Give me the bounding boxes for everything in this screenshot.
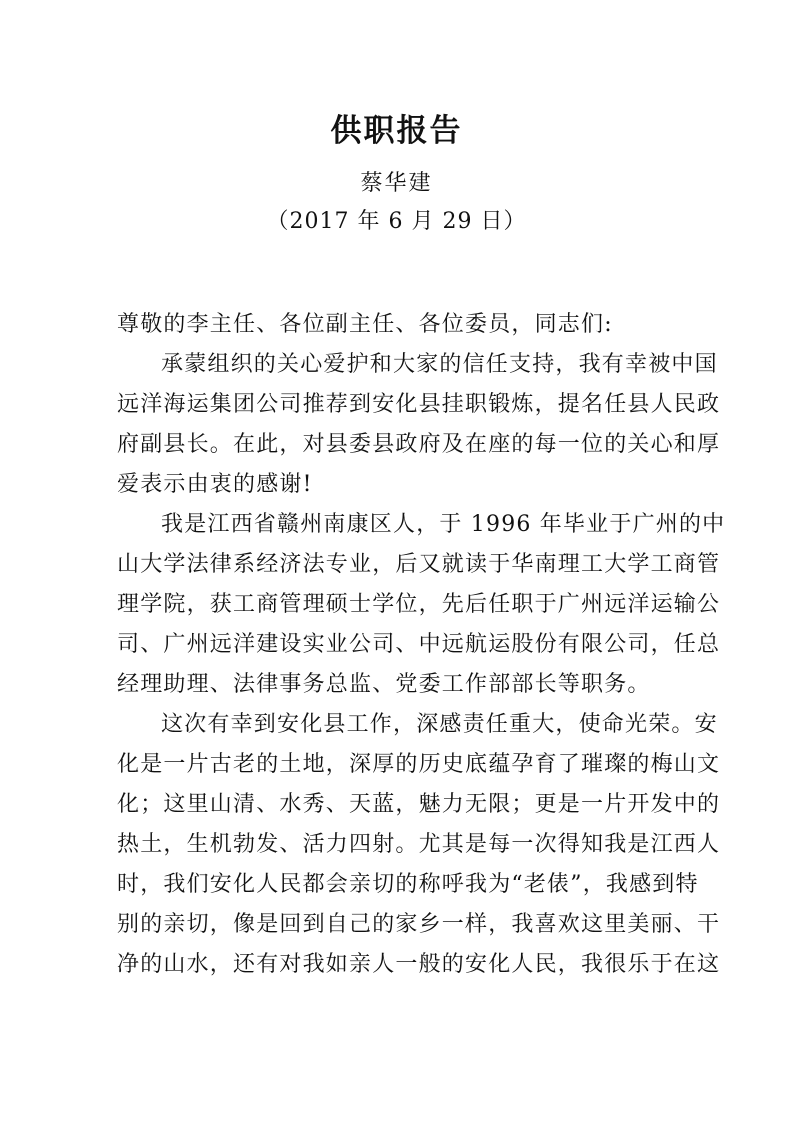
body-line: 承蒙组织的关心爱护和大家的信任支持，我有幸被中国 bbox=[161, 352, 718, 377]
body-line: 净的山水，还有对我如亲人一般的安化人民，我很乐于在这 bbox=[117, 952, 721, 977]
salutation: 尊敬的李主任、各位副主任、各位委员，同志们: bbox=[117, 312, 613, 337]
body-line: 远洋海运集团公司推荐到安化县挂职锻炼，提名任县人民政 bbox=[117, 392, 721, 417]
body-line: 我是江西省赣州南康区人，于 1996 年毕业于广州的中 bbox=[161, 512, 726, 537]
document-author: 蔡华建 bbox=[360, 171, 433, 196]
body-line: 时，我们安化人民都会亲切的称呼我为“老俵”，我感到特 bbox=[117, 872, 699, 897]
body-line: 热土，生机勃发、活力四射。尤其是每一次得知我是江西人 bbox=[117, 832, 721, 857]
body-line: 化是一片古老的土地，深厚的历史底蕴孕育了璀璨的梅山文 bbox=[117, 752, 721, 777]
body-line: 这次有幸到安化县工作，深感责任重大，使命光荣。安 bbox=[161, 712, 718, 737]
body-line: 府副县长。在此，对县委县政府及在座的每一位的关心和厚 bbox=[117, 432, 721, 457]
document-date: （2017 年 6 月 29 日） bbox=[266, 209, 527, 234]
body-line: 别的亲切，像是回到自己的家乡一样，我喜欢这里美丽、干 bbox=[117, 912, 721, 937]
document-title: 供职报告 bbox=[330, 113, 463, 149]
body-line: 爱表示由衷的感谢! bbox=[117, 472, 313, 497]
document-body bbox=[117, 305, 726, 985]
body-line: 化；这里山清、水秀、天蓝，魅力无限；更是一片开发中的 bbox=[117, 792, 721, 817]
body-line: 理学院，获工商管理硕士学位，先后任职于广州远洋运输公 bbox=[117, 592, 721, 617]
body-line: 经理助理、法律事务总监、党委工作部部长等职务。 bbox=[117, 672, 651, 697]
body-line: 司、广州远洋建设实业公司、中远航运股份有限公司，任总 bbox=[117, 632, 721, 657]
body-line: 山大学法律系经济法专业，后又就读于华南理工大学工商管 bbox=[117, 552, 721, 577]
